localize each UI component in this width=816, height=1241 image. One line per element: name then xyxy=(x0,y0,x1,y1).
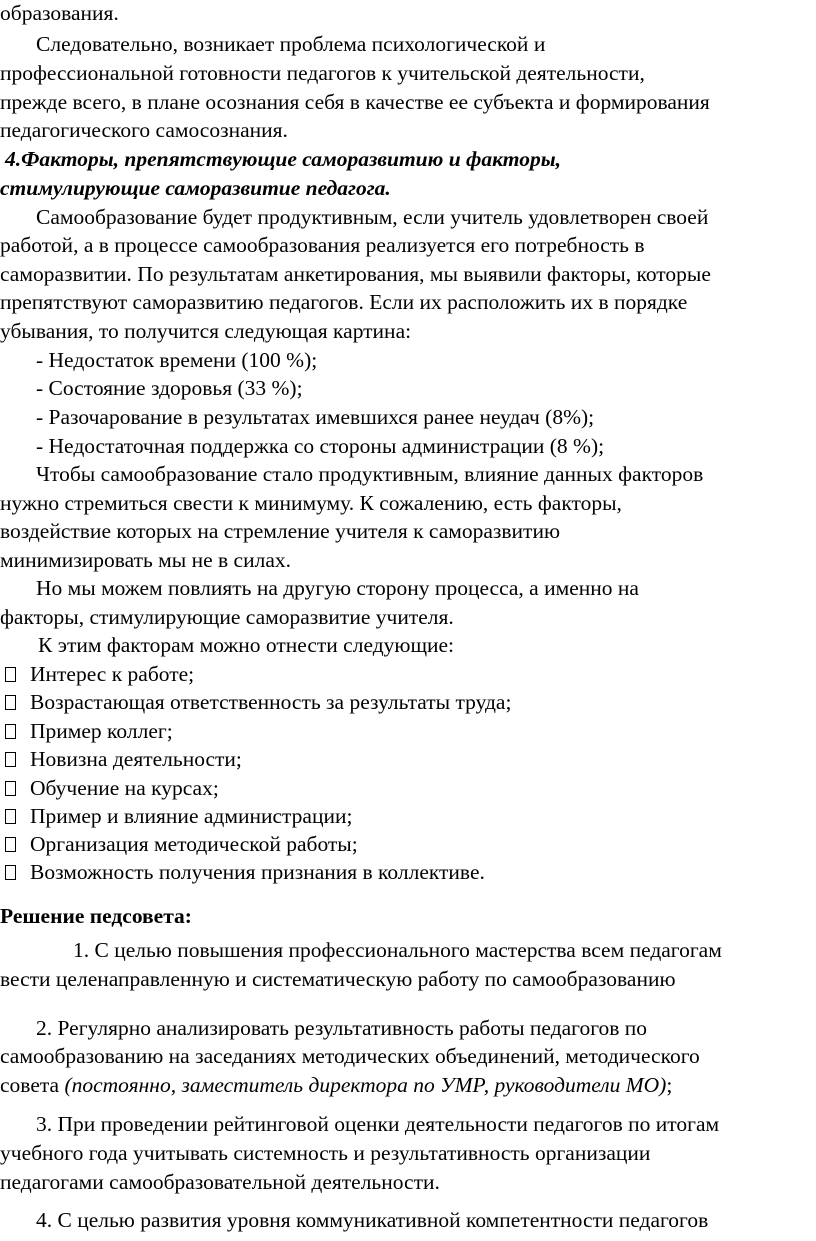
list-item: - Недостаточная поддержка со стороны администрации (8 %); xyxy=(36,434,605,458)
text-line: работой, а в процессе самообразования реализуется его потребность в xyxy=(0,233,645,257)
list-item: Организация методической работы; xyxy=(0,830,358,858)
text-line: саморазвитии. По результатам анкетирования, мы выявили факторы, которые xyxy=(0,262,711,286)
text-line: воздействие которых на стремление учителя к саморазвитию xyxy=(0,519,561,543)
square-bullet-icon xyxy=(5,667,16,682)
text-line: 3. При проведении рейтинговой оценки деятельности педагогов по итогам xyxy=(36,1112,720,1136)
text-line: 2. Регулярно анализировать результативность работы педагогов по xyxy=(36,1016,648,1040)
text-line: самообразованию на заседаниях методических объединений, методического xyxy=(0,1044,700,1068)
square-bullet-icon xyxy=(5,809,16,824)
square-bullet-icon xyxy=(5,752,16,767)
text-line: учебного года учитывать системность и результативность организации xyxy=(0,1141,651,1165)
square-bullet-icon xyxy=(5,724,16,739)
list-item: Новизна деятельности; xyxy=(0,745,242,773)
square-bullet-icon xyxy=(5,837,16,852)
list-item: Интерес к работе; xyxy=(0,660,194,688)
text-line: нужно стремиться свести к минимуму. К сожалению, есть факторы, xyxy=(0,491,622,515)
text-line: совета (постоянно, заместитель директора по УМР, руководители МО); xyxy=(0,1073,673,1097)
text-line: педагогического самосознания. xyxy=(0,118,288,142)
list-item: Пример коллег; xyxy=(0,717,173,745)
text-line: профессиональной готовности педагогов к учительской деятельности, xyxy=(0,61,645,85)
text-line: Следовательно, возникает проблема психологической и xyxy=(36,32,546,56)
square-bullet-icon xyxy=(5,695,16,710)
text-line: 1. С целью повышения профессионального мастерства всем педагогам xyxy=(73,938,722,962)
text-line: факторы, стимулирующие саморазвитие учителя. xyxy=(0,605,454,629)
text-line: Самообразование будет продуктивным, если учитель удовлетворен своей xyxy=(36,205,709,229)
text-line: прежде всего, в плане осознания себя в качестве ее субъекта и формирования xyxy=(0,90,710,114)
list-item: Возрастающая ответственность за результаты труда; xyxy=(0,688,511,716)
text-line: образования. xyxy=(0,1,119,25)
text-line: 4. С целью развития уровня коммуникативной компетентности педагогов xyxy=(36,1208,709,1232)
section-heading: стимулирующие саморазвитие педагога. xyxy=(0,176,391,200)
list-item: Обучение на курсах; xyxy=(0,774,219,802)
list-item: Возможность получения признания в коллективе. xyxy=(0,858,485,886)
text-line: вести целенаправленную и систематическую работу по самообразованию xyxy=(0,967,676,991)
text-line: препятствуют саморазвитию педагогов. Если их расположить их в порядке xyxy=(0,290,688,314)
list-item: - Недостаток времени (100 %); xyxy=(36,348,318,372)
text-line: убывания, то получится следующая картина: xyxy=(0,319,412,343)
list-item: Пример и влияние администрации; xyxy=(0,802,352,830)
text-line: Но мы можем повлиять на другую сторону процесса, а именно на xyxy=(36,576,639,600)
decision-heading: Решение педсовета: xyxy=(0,904,192,928)
text-line: К этим факторам можно отнести следующие: xyxy=(38,633,455,657)
square-bullet-icon xyxy=(5,865,16,880)
text-line: педагогами самообразовательной деятельности. xyxy=(0,1170,440,1194)
section-heading: 4.Факторы, препятствующие саморазвитию и факторы, xyxy=(5,147,562,171)
text-line: минимизировать мы не в силах. xyxy=(0,548,291,572)
list-item: - Разочарование в результатах имевшихся ранее неудач (8%); xyxy=(36,405,595,429)
text-line: Чтобы самообразование стало продуктивным, влияние данных факторов xyxy=(36,462,704,486)
square-bullet-icon xyxy=(5,781,16,796)
list-item: - Состояние здоровья (33 %); xyxy=(36,376,303,400)
